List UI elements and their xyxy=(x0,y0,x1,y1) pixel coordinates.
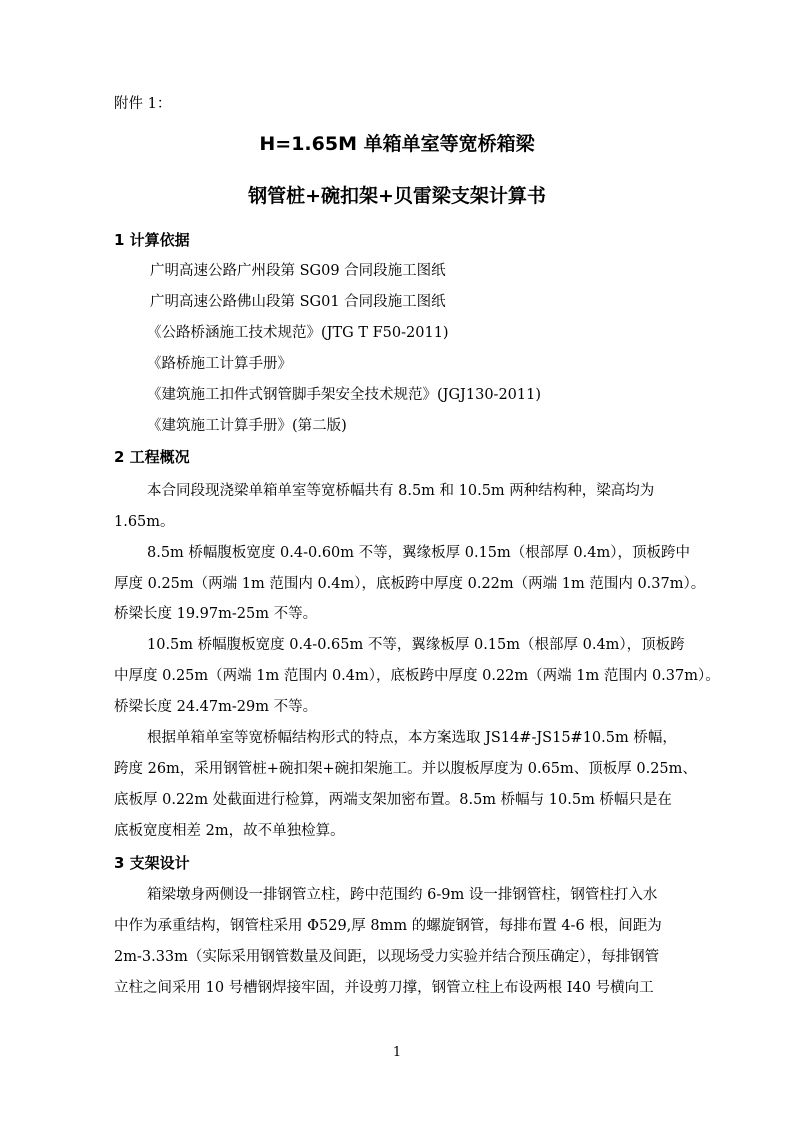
reference-item: 《建筑施工扣件式钢管脚手架安全技术规范》(JGJ130-2011) xyxy=(147,387,541,403)
paragraph-line: 本合同段现浇梁单箱单室等宽桥幅共有 8.5m 和 10.5m 两种结构种，梁高均为 xyxy=(147,483,655,499)
section3-heading: 3 支架设计 xyxy=(114,854,190,872)
paragraph-line: 2m-3.33m（实际采用钢管数量及间距，以现场受力实验并结合预压确定），每排钢管 xyxy=(114,949,660,965)
paragraph-line: 中作为承重结构，钢管柱采用 Φ529,厚 8mm 的螺旋钢管，每排布置 4-6 根，间距为 xyxy=(114,918,662,934)
paragraph-line: 底板宽度相差 2m，故不单独检算。 xyxy=(114,823,345,839)
paragraph-line: 根据单箱单室等宽桥幅结构形式的特点，本方案选取 JS14#-JS15#10.5m 桥幅， xyxy=(147,730,677,746)
paragraph-line: 桥梁长度 24.47m-29m 不等。 xyxy=(114,699,318,715)
document-title-line2: 钢管桩+碗扣架+贝雷梁支架计算书 xyxy=(248,185,546,207)
paragraph-line: 中厚度 0.25m（两端 1m 范围内 0.4m），底板跨中厚度 0.22m（两端 1m 范围内 0.37m）。 xyxy=(114,668,720,684)
section2-heading: 2 工程概况 xyxy=(114,448,190,466)
reference-item: 广明高速公路佛山段第 SG01 合同段施工图纸 xyxy=(150,294,446,310)
paragraph-line: 跨度 26m，采用钢管桩+碗扣架+碗扣架施工。并以腹板厚度为 0.65m、顶板厚 0.25m、 xyxy=(114,761,697,777)
page-number: 1 xyxy=(392,1045,402,1060)
paragraph-line: 立柱之间采用 10 号槽钢焊接牢固，并设剪刀撑，钢管立柱上布设两根 I40 号横向工 xyxy=(114,980,654,996)
paragraph-line: 桥梁长度 19.97m-25m 不等。 xyxy=(114,606,318,622)
paragraph-line: 1.65m。 xyxy=(114,514,175,530)
reference-item: 《路桥施工计算手册》 xyxy=(147,356,292,372)
document-title-line1: H=1.65M 单箱单室等宽桥箱梁 xyxy=(259,133,535,155)
reference-item: 《公路桥涵施工技术规范》(JTG T F50-2011) xyxy=(147,325,449,341)
paragraph-line: 厚度 0.25m（两端 1m 范围内 0.4m），底板跨中厚度 0.22m（两端 1m 范围内 0.37m）。 xyxy=(114,576,706,592)
reference-item: 广明高速公路广州段第 SG09 合同段施工图纸 xyxy=(150,263,446,279)
section1-heading: 1 计算依据 xyxy=(114,231,190,249)
reference-item: 《建筑施工计算手册》(第二版) xyxy=(147,418,347,434)
paragraph-line: 10.5m 桥幅腹板宽度 0.4-0.65m 不等，翼缘板厚 0.15m（根部厚 0.4m），顶板跨 xyxy=(147,637,685,653)
paragraph-line: 底板厚 0.22m 处截面进行检算，两端支架加密布置。8.5m 桥幅与 10.5m 桥幅只是在 xyxy=(114,792,672,808)
attachment-label: 附件 1： xyxy=(114,96,172,112)
paragraph-line: 8.5m 桥幅腹板宽度 0.4-0.60m 不等，翼缘板厚 0.15m（根部厚 0.4m），顶板跨中 xyxy=(147,545,690,561)
paragraph-line: 箱梁墩身两侧设一排钢管立柱，跨中范围约 6-9m 设一排钢管柱，钢管柱打入水 xyxy=(147,887,658,903)
